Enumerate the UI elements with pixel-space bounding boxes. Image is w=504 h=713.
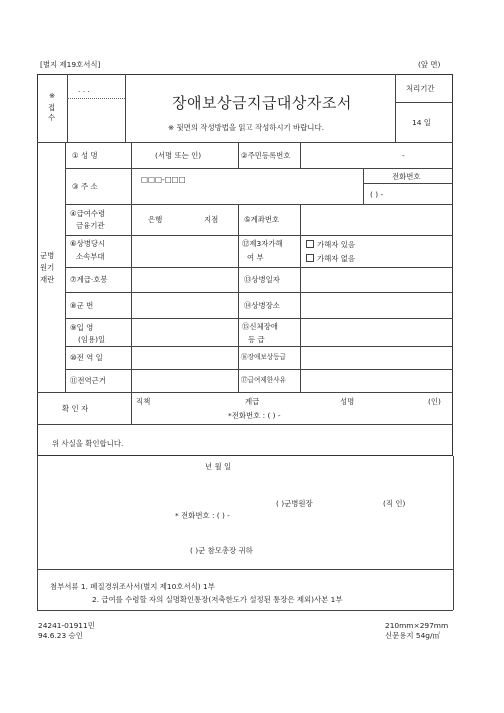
address-label: ③ 주 소 [72,182,98,191]
enlist-label-2: (임용)일 [78,335,106,344]
confirmer-phone: *전화번호 : ( ) - [228,411,281,420]
payment-restriction-label: ⑰급여제한사유 [241,376,286,384]
enlist-label-1: ⑨입 영 [70,323,94,332]
checkbox-icon [306,240,314,248]
phone-value: ( ) - [370,190,384,199]
third-party-label-1: ⑫제3자가해 [242,239,283,248]
service-number-label: ⑧군 번 [70,301,94,310]
checkbox-icon [306,254,314,262]
form-title: 장애보상금지급대상자조서 [172,94,352,112]
name-label: ① 성 명 [72,151,98,160]
name-hint: (서명 또는 인) [155,151,202,160]
confirm-date: 년 월 일 [205,462,232,471]
bank-name: 은행 [148,215,163,224]
confirmer-name: 성명 [340,397,355,406]
compensation-grade-label: ⑯장애보상등급 [241,353,286,361]
phone-label: 전화번호 [392,172,421,181]
bank-label-2: 금융기관 [76,221,105,230]
page-side: (앞 면) [418,60,441,69]
confirm-statement: 위 사실을 확인합니다. [52,439,124,448]
discharge-date-label: ⑩전 역 일 [70,353,103,362]
confirmer-position: 직책 [136,397,151,406]
form-note: ※ 뒷면의 작성방법을 읽고 작성하시기 바랍니다. [168,123,324,132]
hospital-director: ( )군병원장 [276,499,313,508]
form-number: [별지 제19호서식] [40,60,101,69]
account-label: ⑤계좌번호 [244,215,280,224]
disability-label-1: ⑮신체장애 [242,322,278,331]
processing-period-value: 14 일 [412,118,431,127]
director-seal: (직 인) [383,499,406,508]
paper-type: 신문용지 54g/㎡ [385,631,440,640]
attachment-line-2: 2. 급여를 수령할 자의 실명확인통장(저축한도가 설정된 통장은 제외)사본 1부 [92,595,343,604]
addressee: ( )군 참모총장 귀하 [190,546,253,555]
bank-branch: 지점 [204,215,219,224]
unit-label-2: 소속부대 [76,252,105,261]
confirmer-rank: 계급 [245,397,260,406]
disability-label-2: 등 급 [248,335,265,344]
bank-label-1: ④급여수령 [70,209,106,218]
rrn-label: ②주민등록번호 [241,151,291,160]
rrn-dash: - [402,151,405,160]
approval-date: 94.6.23 승인 [38,631,83,640]
receipt-mark: ※ [49,91,56,100]
director-phone: * 전화번호 : ( ) - [175,511,230,520]
paper-size: 210mm×297mm [385,621,449,630]
form-code: 24241-01911민 [38,621,95,630]
confirmer-seal: (인) [428,397,441,406]
third-party-option-yes[interactable]: 가해자 있음 [306,240,355,248]
receipt-label: 접 수 [48,103,56,122]
postal-code: □□□-□□□ [141,175,186,184]
processing-period-label: 처리기간 [406,84,435,93]
side-label: 군병 원기 재란 [40,251,55,284]
attachment-line-1: 첨부서류 1. 폐질경위조사서(별지 제10호서식) 1부 [50,582,215,591]
third-party-label-2: 여 부 [247,253,264,262]
injury-place-label: ⑭상병장소 [244,301,280,310]
receipt-dots: · · · [78,87,90,96]
third-party-option-no[interactable]: 가해자 없음 [306,254,355,262]
confirmer-label: 확 인 자 [62,404,89,413]
rank-label: ⑦계급·호봉 [70,275,108,284]
injury-date-label: ⑬상병일자 [244,275,280,284]
discharge-reason-label: ⑪전역근거 [70,376,106,385]
unit-label-1: ⑥상병당시 [70,239,106,248]
